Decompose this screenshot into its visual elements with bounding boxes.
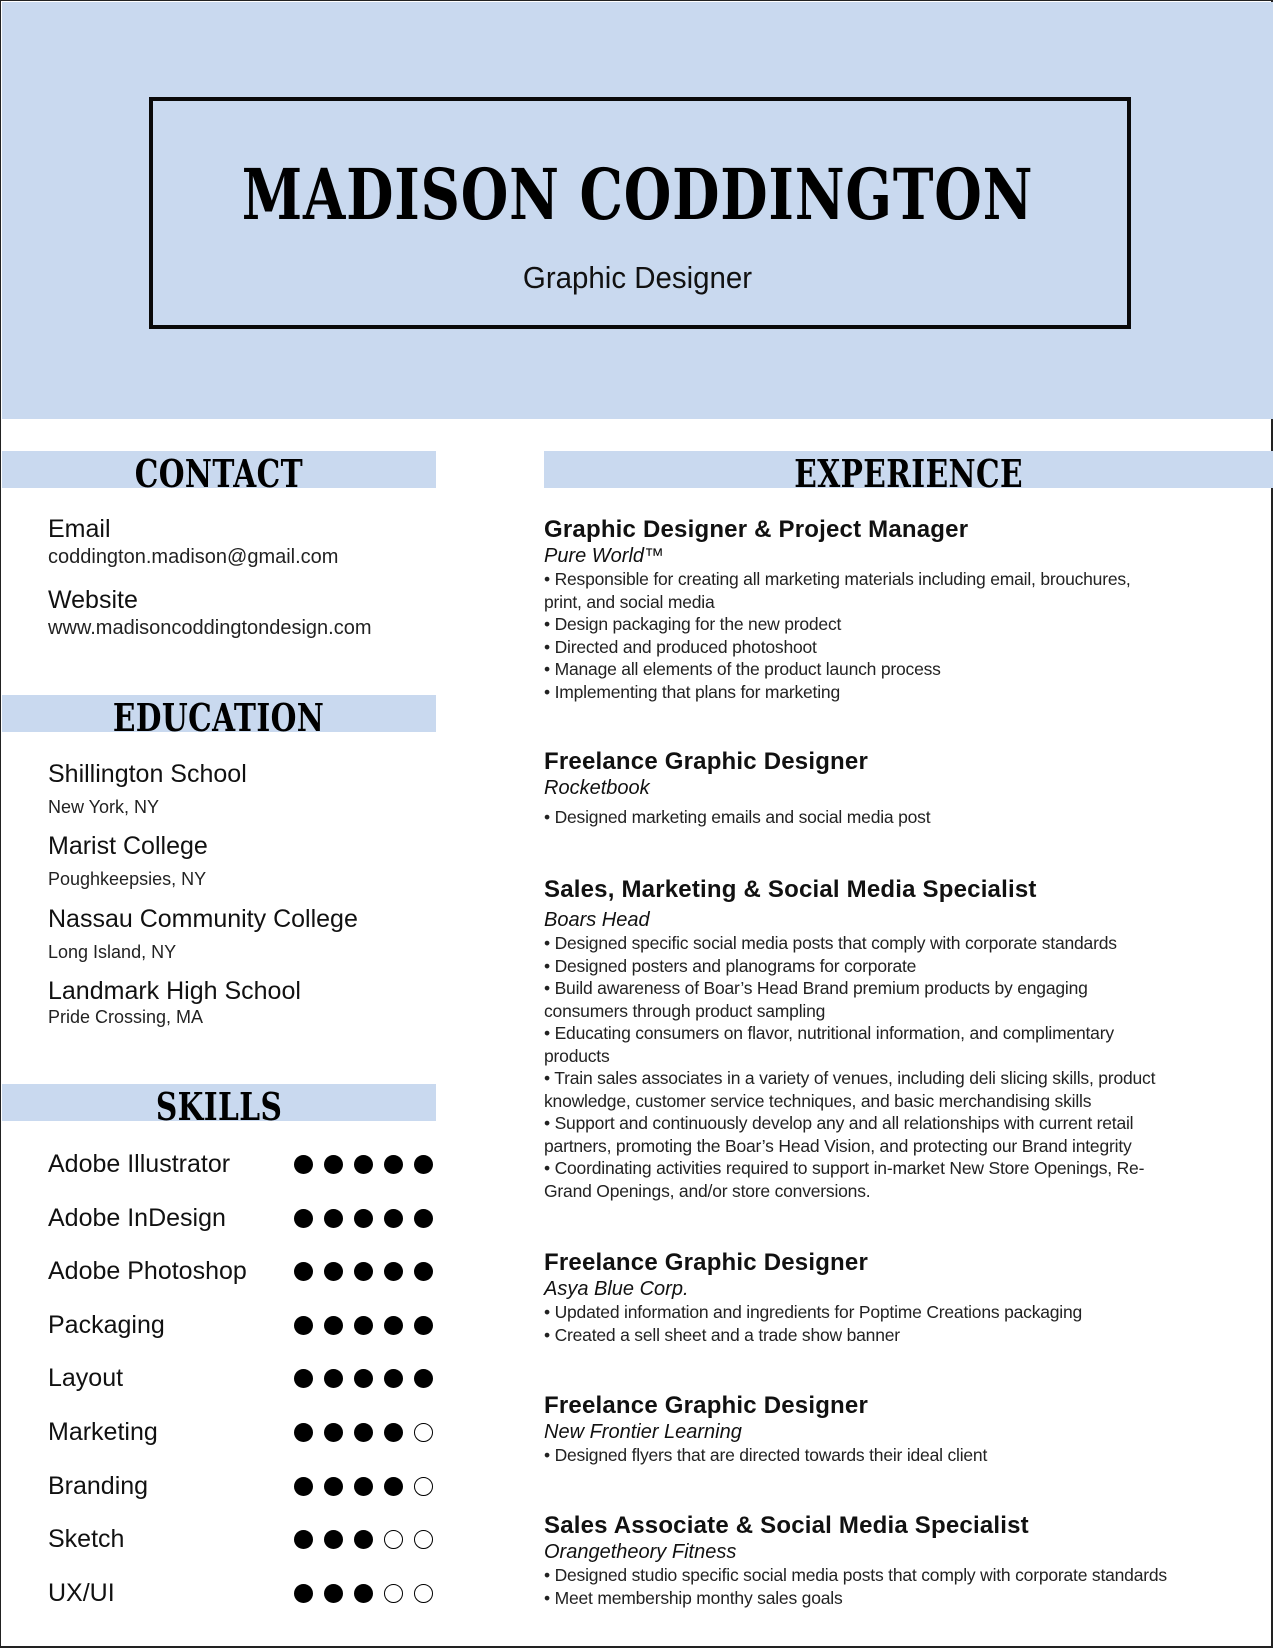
filled-dot-icon: [354, 1262, 373, 1281]
skill-name: Marketing: [48, 1418, 158, 1446]
job-company: New Frontier Learning: [544, 1421, 742, 1443]
filled-dot-icon: [384, 1262, 403, 1281]
empty-dot-icon: [414, 1530, 433, 1549]
filled-dot-icon: [384, 1423, 403, 1442]
empty-dot-icon: [414, 1423, 433, 1442]
filled-dot-icon: [414, 1316, 433, 1335]
filled-dot-icon: [354, 1530, 373, 1549]
filled-dot-icon: [384, 1369, 403, 1388]
skill-row: [48, 1418, 438, 1448]
filled-dot-icon: [324, 1369, 343, 1388]
skill-row: [48, 1472, 438, 1502]
filled-dot-icon: [354, 1369, 373, 1388]
section-title: SKILLS: [155, 1084, 283, 1129]
job-bullet: • Support and continuously develop any and all relationships with current retail: [544, 1113, 1134, 1133]
job-bullet: knowledge, customer service techniques, and basic merchandising skills: [544, 1090, 1092, 1111]
filled-dot-icon: [354, 1584, 373, 1603]
skill-name: Adobe InDesign: [48, 1203, 226, 1232]
job-bullet: • Designed studio specific social media posts that comply with corporate standards: [544, 1565, 1167, 1585]
section-title: EDUCATION: [113, 695, 325, 740]
section-title: CONTACT: [134, 451, 304, 496]
filled-dot-icon: [324, 1155, 343, 1174]
job-title: Freelance Graphic Designer: [544, 1392, 868, 1419]
skill-row: [48, 1525, 438, 1555]
skill-row: [48, 1204, 438, 1234]
filled-dot-icon: [294, 1155, 313, 1174]
website-label: Website: [48, 586, 138, 614]
education-school: Landmark High School: [48, 977, 301, 1005]
job-company: Rocketbook: [544, 777, 650, 799]
email-value[interactable]: coddington.madison@gmail.com: [48, 546, 339, 568]
job-bullets: [544, 806, 1264, 829]
skill-row: [48, 1579, 438, 1609]
skill-rating: [294, 1477, 433, 1496]
job-bullet: • Train sales associates in a variety of venues, including deli slicing skills, product: [544, 1068, 1156, 1088]
skill-rating: [294, 1316, 433, 1335]
filled-dot-icon: [324, 1209, 343, 1228]
job-bullet: • Coordinating activities required to support in-market New Store Openings, Re-: [544, 1158, 1145, 1178]
filled-dot-icon: [294, 1262, 313, 1281]
filled-dot-icon: [294, 1209, 313, 1228]
filled-dot-icon: [354, 1423, 373, 1442]
job-title: Sales Associate & Social Media Specialist: [544, 1512, 1029, 1539]
job-bullet: • Implementing that plans for marketing: [544, 681, 840, 702]
filled-dot-icon: [354, 1209, 373, 1228]
job-bullet: • Design packaging for the new prodect: [544, 614, 842, 634]
job-bullet: • Meet membership monthy sales goals: [544, 1587, 843, 1608]
filled-dot-icon: [384, 1209, 403, 1228]
job-bullet: • Designed specific social media posts that comply with corporate standards: [544, 933, 1117, 953]
section-header-contact: [2, 451, 436, 496]
job-entry: [544, 516, 1264, 703]
filled-dot-icon: [384, 1477, 403, 1496]
education-school: Nassau Community College: [48, 905, 358, 933]
skill-name: Branding: [48, 1471, 149, 1500]
education-location: Long Island, NY: [48, 942, 177, 962]
skill-rating: [294, 1423, 433, 1442]
job-company: Asya Blue Corp.: [544, 1278, 689, 1300]
filled-dot-icon: [414, 1209, 433, 1228]
job-title: Sales, Marketing & Social Media Specialist: [544, 876, 1037, 903]
job-entry: [544, 876, 1264, 1202]
job-entry: [544, 748, 1264, 829]
filled-dot-icon: [414, 1262, 433, 1281]
job-bullet: print, and social media: [544, 591, 715, 612]
skill-rating: [294, 1584, 433, 1603]
job-bullet: • Updated information and ingredients for Poptime Creations packaging: [544, 1302, 1083, 1322]
job-entry: [544, 1392, 1264, 1467]
section-title: EXPERIENCE: [794, 451, 1023, 496]
job-bullet: • Responsible for creating all marketing materials including email, brouchures,: [544, 569, 1131, 589]
filled-dot-icon: [324, 1584, 343, 1603]
skill-rating: [294, 1262, 433, 1281]
job-bullet: • Created a sell sheet and a trade show banner: [544, 1324, 900, 1345]
job-bullet: • Designed marketing emails and social media post: [544, 807, 931, 827]
skill-rating: [294, 1369, 433, 1388]
filled-dot-icon: [354, 1155, 373, 1174]
filled-dot-icon: [294, 1477, 313, 1496]
job-company: Pure World™: [544, 545, 665, 567]
skill-name: Adobe Photoshop: [48, 1257, 247, 1286]
filled-dot-icon: [384, 1155, 403, 1174]
empty-dot-icon: [414, 1477, 433, 1496]
job-company: Orangetheory Fitness: [544, 1541, 737, 1563]
filled-dot-icon: [324, 1423, 343, 1442]
filled-dot-icon: [354, 1477, 373, 1496]
filled-dot-icon: [324, 1477, 343, 1496]
job-bullet: • Build awareness of Boar’s Head Brand premium products by engaging: [544, 978, 1088, 998]
education-school: Shillington School: [48, 760, 247, 788]
job-bullets: [544, 932, 1264, 1202]
job-bullet: • Designed posters and planograms for corporate: [544, 955, 917, 976]
filled-dot-icon: [324, 1530, 343, 1549]
job-title: Freelance Graphic Designer: [544, 748, 868, 775]
job-bullets: [544, 568, 1264, 703]
education-location: Poughkeepsies, NY: [48, 869, 207, 889]
filled-dot-icon: [354, 1316, 373, 1335]
skill-rating: [294, 1209, 433, 1228]
section-header-skills: [2, 1084, 436, 1129]
job-bullet: Grand Openings, and/or store conversions.: [544, 1180, 871, 1201]
job-title: Graphic Designer & Project Manager: [544, 516, 969, 543]
skill-name: Layout: [48, 1364, 124, 1393]
filled-dot-icon: [294, 1423, 313, 1442]
job-bullets: [544, 1301, 1264, 1346]
filled-dot-icon: [384, 1316, 403, 1335]
skill-name: Sketch: [48, 1525, 125, 1554]
job-title: Freelance Graphic Designer: [544, 1249, 868, 1276]
filled-dot-icon: [414, 1155, 433, 1174]
filled-dot-icon: [324, 1262, 343, 1281]
job-bullets: [544, 1564, 1264, 1609]
email-label: Email: [48, 515, 111, 543]
empty-dot-icon: [384, 1584, 403, 1603]
job-bullet: • Manage all elements of the product launch process: [544, 659, 941, 679]
job-entry: [544, 1512, 1264, 1609]
filled-dot-icon: [294, 1316, 313, 1335]
job-bullet: • Designed flyers that are directed towards their ideal client: [544, 1445, 988, 1465]
skill-row: [48, 1311, 438, 1341]
filled-dot-icon: [324, 1316, 343, 1335]
job-bullet: • Educating consumers on flavor, nutritional information, and complimentary: [544, 1023, 1114, 1043]
job-company: Boars Head: [544, 909, 650, 931]
job-bullet: partners, promoting the Boar’s Head Vision, and protecting our Brand integrity: [544, 1135, 1132, 1156]
skill-name: UX/UI: [48, 1578, 115, 1607]
candidate-name: MADISON CODDINGTON: [241, 153, 1034, 236]
filled-dot-icon: [294, 1584, 313, 1603]
skill-row: [48, 1257, 438, 1287]
skill-row: [48, 1150, 438, 1180]
job-bullets: [544, 1444, 1264, 1467]
skill-rating: [294, 1530, 433, 1549]
job-bullet: consumers through product sampling: [544, 1000, 826, 1021]
education-location: New York, NY: [48, 797, 160, 817]
filled-dot-icon: [414, 1369, 433, 1388]
job-entry: [544, 1249, 1264, 1346]
filled-dot-icon: [294, 1530, 313, 1549]
skill-name: Packaging: [48, 1310, 165, 1339]
skill-rating: [294, 1155, 433, 1174]
skill-name: Adobe Illustrator: [48, 1150, 231, 1178]
empty-dot-icon: [384, 1530, 403, 1549]
job-bullet: products: [544, 1045, 610, 1066]
empty-dot-icon: [414, 1584, 433, 1603]
skill-row: [48, 1364, 438, 1394]
header-band: [2, 2, 1273, 419]
candidate-title: Graphic Designer: [522, 260, 753, 295]
website-value[interactable]: www.madisoncoddingtondesign.com: [48, 617, 372, 639]
education-location: Pride Crossing, MA: [48, 1007, 204, 1027]
section-header-experience: [544, 451, 1273, 496]
section-header-education: [2, 695, 436, 740]
education-school: Marist College: [48, 832, 208, 860]
job-bullet: • Directed and produced photoshoot: [544, 636, 817, 657]
filled-dot-icon: [294, 1369, 313, 1388]
